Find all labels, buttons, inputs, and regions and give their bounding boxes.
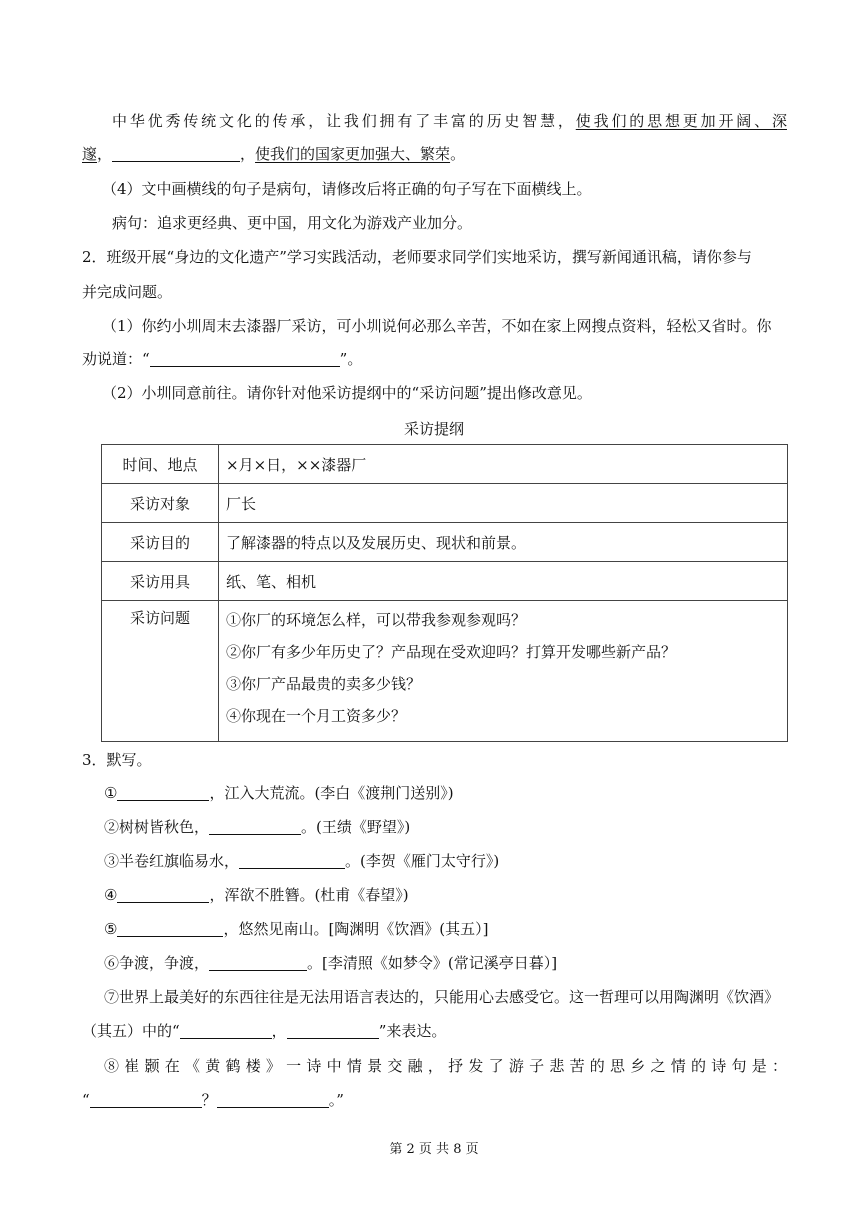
table-key: 采访用具 [102,562,219,601]
table-row [102,445,788,484]
dictation-item-7-line2: （其五）中的“ ， ”来表达。 [82,1022,447,1040]
q1-subquestion-4: （4）文中画横线的句子是病句，请修改后将正确的句子写在下面横线上。 [102,180,592,198]
dictation-item-3: ③半卷红旗临易水， 。(李贺《雁门太守行》) [104,852,500,870]
table-row [102,484,788,523]
answer-blank[interactable] [112,145,240,162]
table-key: 采访目的 [102,523,219,562]
questions-cell [219,601,788,742]
underlined-sentence-part2: 使我们的国家更加强大、繁荣 [255,145,451,163]
dictation-item-7-line1: ⑦世界上最美好的东西往往是无法用语言表达的，只能用心去感受它。这一哲理可以用陶渊明《饮酒》 [104,988,780,1006]
table-value: ×月×日，××漆器厂 [219,445,788,484]
table-row [102,562,788,601]
interview-question: ③你厂产品最贵的卖多少钱？ [226,675,422,693]
q2-subquestion-2: （2）小圳同意前往。请你针对他采访提纲中的“采访问题”提出修改意见。 [102,384,592,402]
table-row [102,523,788,562]
answer-blank[interactable] [150,350,340,367]
dictation-item-8-line2: “ ？ 。” [82,1091,344,1109]
table-title: 采访提纲 [403,420,464,438]
answer-blank[interactable] [217,1091,329,1108]
dictation-item-6: ⑥争渡，争渡， 。[李清照《如梦令》(常记溪亭日暮）] [104,954,558,972]
q1-paragraph-line2: 邃， ，使我们的国家更加强大、繁荣。 [82,145,466,163]
underlined-sentence-part1: 使我们的思想更加开阔、深 [575,112,787,130]
interview-outline-table [101,444,788,742]
answer-blank[interactable] [209,818,301,835]
q2-stem-line2: 并完成问题。 [82,283,173,301]
interview-question: ①你厂的环境怎么样，可以带我参观参观吗？ [226,611,527,629]
interview-question: ④你现在一个月工资多少？ [226,707,407,725]
answer-blank[interactable] [180,1022,272,1039]
q1-paragraph-line1: 中华优秀传统文化的传承，让我们拥有了丰富的历史智慧，使我们的思想更加开阔、深 [112,112,787,130]
table-value: 厂长 [219,484,788,523]
answer-blank[interactable] [239,852,345,869]
answer-blank[interactable] [90,1091,202,1108]
interview-question: ②你厂有多少年历史了？产品现在受欢迎吗？打算开发哪些新产品？ [226,643,677,661]
dictation-item-4: ④ ，浑欲不胜簪。(杜甫《春望》) [104,886,409,904]
sick-sentence: 病句：追求更经典、更中国，用文化为游戏产业加分。 [112,214,473,232]
page-footer: 第 2 页 共 8 页 [389,1142,479,1157]
table-key: 采访对象 [102,484,219,523]
dictation-item-1: ① ，江入大荒流。(李白《渡荆门送别》) [104,784,454,802]
q3-title: 3．默写。 [82,751,152,769]
table-value: 纸、笔、相机 [219,562,788,601]
table-row [102,601,788,742]
q2-subquestion-1-answer: 劝说道：“ ”。 [82,350,363,368]
q2-stem-line1: 2．班级开展“身边的文化遗产”学习实践活动，老师要求同学们实地采访，撰写新闻通讯稿，请你参与 [82,248,752,266]
answer-blank[interactable] [117,784,209,801]
table-key: 时间、地点 [102,445,219,484]
table-key: 采访问题 [102,601,219,742]
q2-subquestion-1: （1）你约小圳周末去漆器厂采访，可小圳说何必那么辛苦，不如在家上网搜点资料，轻松又省时。你 [102,317,772,335]
dictation-item-5: ⑤ ，悠然见南山。[陶渊明《饮酒》(其五）] [104,920,489,938]
dictation-item-2: ②树树皆秋色， 。(王绩《野望》) [104,818,411,836]
answer-blank[interactable] [117,886,209,903]
answer-blank[interactable] [209,954,307,971]
table-value: 了解漆器的特点以及发展历史、现状和前景。 [219,523,788,562]
dictation-item-8-line1: ⑧崔颢在《黄鹤楼》一诗中情景交融，抒发了游子悲苦的思乡之情的诗句是： [104,1057,787,1075]
answer-blank[interactable] [117,920,223,937]
answer-blank[interactable] [287,1022,379,1039]
